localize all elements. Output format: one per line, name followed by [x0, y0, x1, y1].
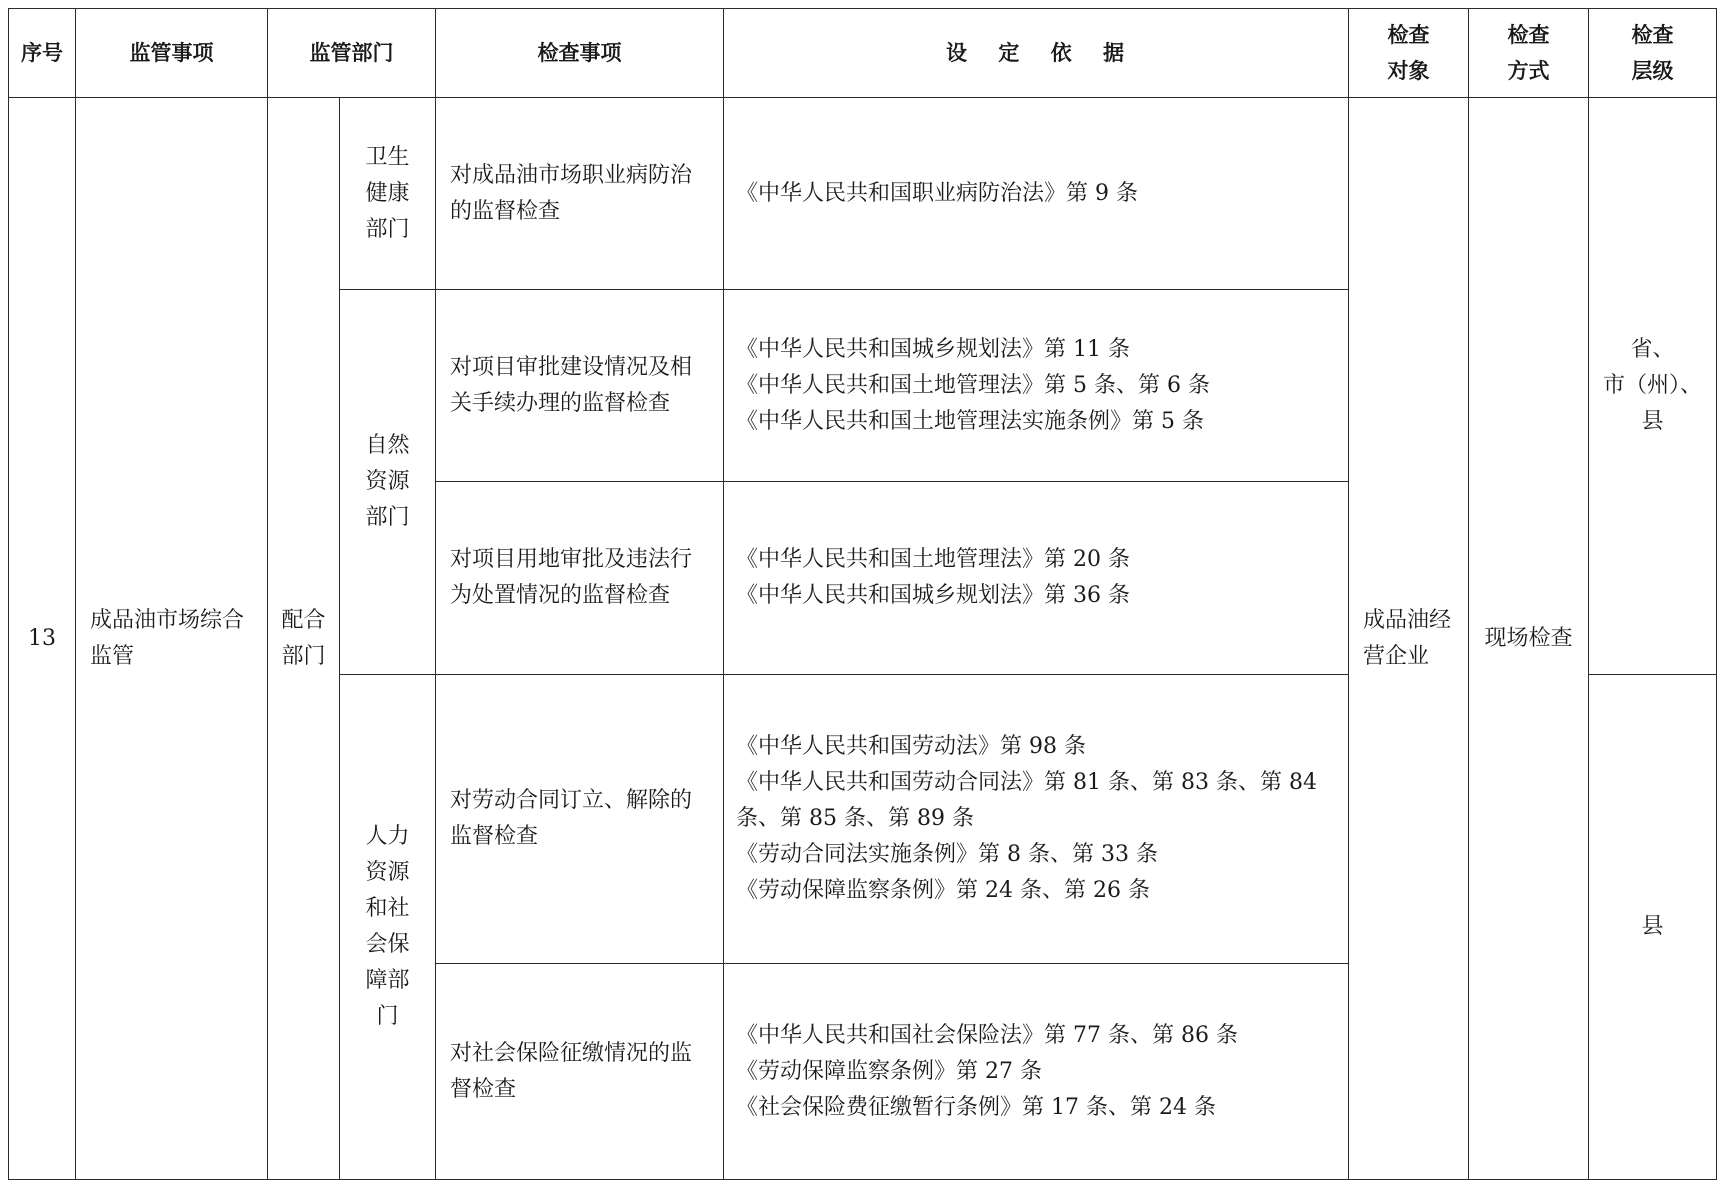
header-no: 序号 [9, 9, 76, 98]
check-item-cell: 对社会保险征缴情况的监督检查 [436, 964, 724, 1180]
header-row [9, 9, 1717, 98]
basis-cell: 《中华人民共和国社会保险法》第 77 条、第 86 条 《劳动保障监察条例》第 27 条 《社会保险费征缴暂行条例》第 17 条、第 24 条 [724, 964, 1349, 1180]
dept-role: 配合部门 [268, 98, 340, 1180]
basis-cell: 《中华人民共和国劳动法》第 98 条 《中华人民共和国劳动合同法》第 81 条、第 83 条、第 84 条、第 85 条、第 89 条 《劳动合同法实施条例》第 8 条、第 33 条 《劳动保障监察条例》第 24 条、第 26 条 [724, 675, 1349, 964]
table-row [9, 98, 1717, 290]
header-item: 监管事项 [76, 9, 268, 98]
dept-cell: 自然资源部门 [340, 290, 436, 675]
header-method: 检查 方式 [1469, 9, 1589, 98]
header-target: 检查 对象 [1349, 9, 1469, 98]
basis-cell: 《中华人民共和国职业病防治法》第 9 条 [724, 98, 1349, 290]
regulation-table [8, 8, 1717, 1180]
basis-cell: 《中华人民共和国城乡规划法》第 11 条 《中华人民共和国土地管理法》第 5 条、第 6 条 《中华人民共和国土地管理法实施条例》第 5 条 [724, 290, 1349, 482]
header-basis: 设 定 依 据 [724, 9, 1349, 98]
inspection-method: 现场检查 [1469, 98, 1589, 1180]
inspection-level-lower: 县 [1589, 675, 1717, 1180]
supervision-item: 成品油市场综合监管 [76, 98, 268, 1180]
check-item-cell: 对项目审批建设情况及相关手续办理的监督检查 [436, 290, 724, 482]
check-item-cell: 对成品油市场职业病防治的监督检查 [436, 98, 724, 290]
row-number: 13 [9, 98, 76, 1180]
inspection-target: 成品油经营企业 [1349, 98, 1469, 1180]
header-check: 检查事项 [436, 9, 724, 98]
check-item-cell: 对劳动合同订立、解除的监督检查 [436, 675, 724, 964]
header-level: 检查 层级 [1589, 9, 1717, 98]
check-item-cell: 对项目用地审批及违法行为处置情况的监督检查 [436, 482, 724, 675]
dept-cell: 人力资源和社会保障部门 [340, 675, 436, 1180]
basis-cell: 《中华人民共和国土地管理法》第 20 条 《中华人民共和国城乡规划法》第 36 条 [724, 482, 1349, 675]
header-dept: 监管部门 [268, 9, 436, 98]
dept-cell: 卫生健康部门 [340, 98, 436, 290]
inspection-level-upper: 省、 市（州）、 县 [1589, 98, 1717, 675]
